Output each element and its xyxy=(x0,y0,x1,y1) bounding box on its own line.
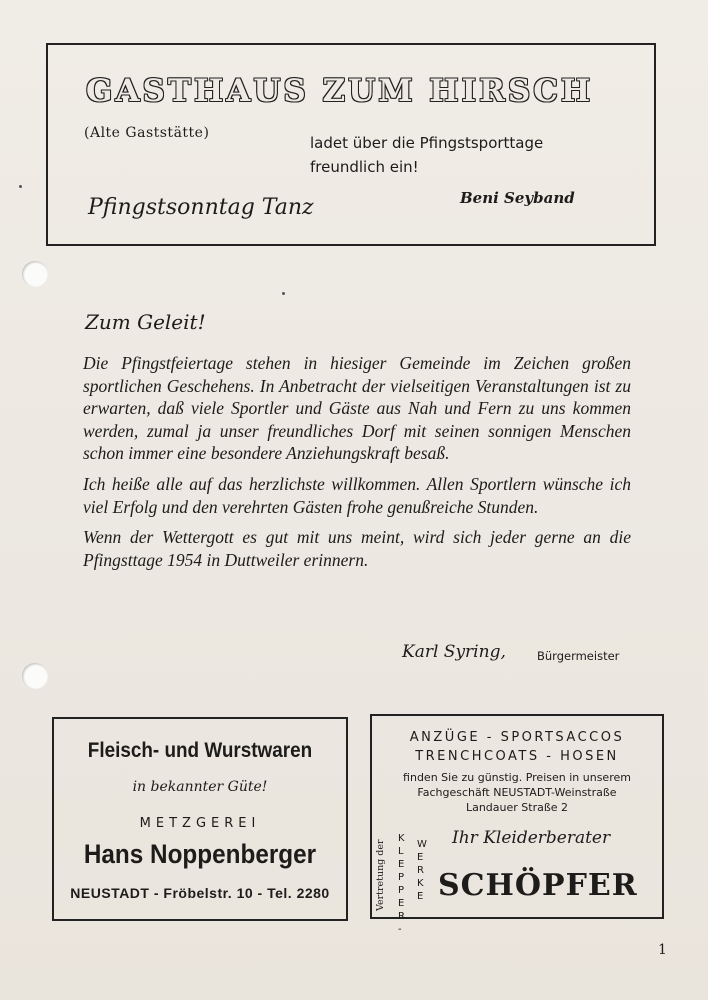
page-number: 1 xyxy=(658,942,667,958)
gasthaus-subtitle: (Alte Gaststätte) xyxy=(84,125,210,141)
clothing-agency-name: WERKE xyxy=(417,839,433,902)
gasthaus-dance-notice: Pfingstsonntag Tanz xyxy=(88,195,314,220)
butcher-address: NEUSTADT - Fröbelstr. 10 - Tel. 2280 xyxy=(70,885,330,901)
clothing-address: Landauer Straße 2 xyxy=(465,801,569,814)
butcher-label: METZGEREI xyxy=(139,816,261,831)
clothing-info: finden Sie zu günstig. Preisen in unserem xyxy=(403,771,631,784)
paper-speck xyxy=(282,292,285,295)
greeting-body xyxy=(83,352,631,579)
gasthaus-owner: Beni Seyband xyxy=(460,189,575,207)
signature-name: Karl Syring, xyxy=(402,642,506,662)
butcher-title: Fleisch- und Wurstwaren xyxy=(87,739,313,762)
paper-speck xyxy=(19,185,22,188)
invitation-line: freundlich ein! xyxy=(310,158,419,176)
clothing-info: Fachgeschäft NEUSTADT-Weinstraße xyxy=(417,786,617,799)
gasthaus-title: GASTHAUS ZUM HIRSCH xyxy=(86,73,594,109)
butcher-ad xyxy=(52,717,348,921)
butcher-quality: in bekannter Güte! xyxy=(132,779,268,795)
butcher-name: Hans Noppenberger xyxy=(83,839,317,869)
clothing-vertical-label: Vertretung der xyxy=(375,839,386,911)
clothing-line: TRENCHCOATS - HOSEN xyxy=(415,749,619,764)
gasthaus-invitation xyxy=(310,131,610,179)
gasthaus-ad xyxy=(46,43,656,246)
invitation-line: ladet über die Pfingstsporttage xyxy=(310,134,544,152)
clothing-slogan: Ihr Kleiderberater xyxy=(452,828,611,848)
clothing-brand: SCHÖPFER xyxy=(438,868,638,903)
greeting-heading: Zum Geleit! xyxy=(85,310,206,334)
greeting-paragraph: Wenn der Wettergott es gut mit uns meint, wird sich jeder gerne an die Pfingsttage 1954 in Duttweiler erinnern. xyxy=(83,527,631,570)
punch-hole-top xyxy=(22,261,48,287)
greeting-paragraph: Ich heiße alle auf das herzlichste willkommen. Allen Sportlern wünsche ich viel Erfolg und den verehrten Gästen frohe genußreiche Stunden. xyxy=(83,473,631,517)
signature-role: Bürgermeister xyxy=(537,649,620,663)
punch-hole-bottom xyxy=(22,663,48,689)
clothing-ad xyxy=(370,714,664,935)
greeting-paragraph: Die Pfingstfeiertage stehen in hiesiger Gemeinde im Zeichen großen sportlichen Geschehens. In Anbetracht der vielseitigen Veranstaltungen ist zu erwarten, daß viele Sportler und Gäste aus Nah und Fern zu uns kommen werden, zumal ja unser freundliches Dorf mit seinen sonnigen Menschen schon immer eine besondere Anziehungskraft besaß. xyxy=(83,353,631,464)
clothing-line: ANZÜGE - SPORTSACCOS xyxy=(409,730,625,745)
clothing-agency-name: KLEPPER- xyxy=(398,833,411,935)
